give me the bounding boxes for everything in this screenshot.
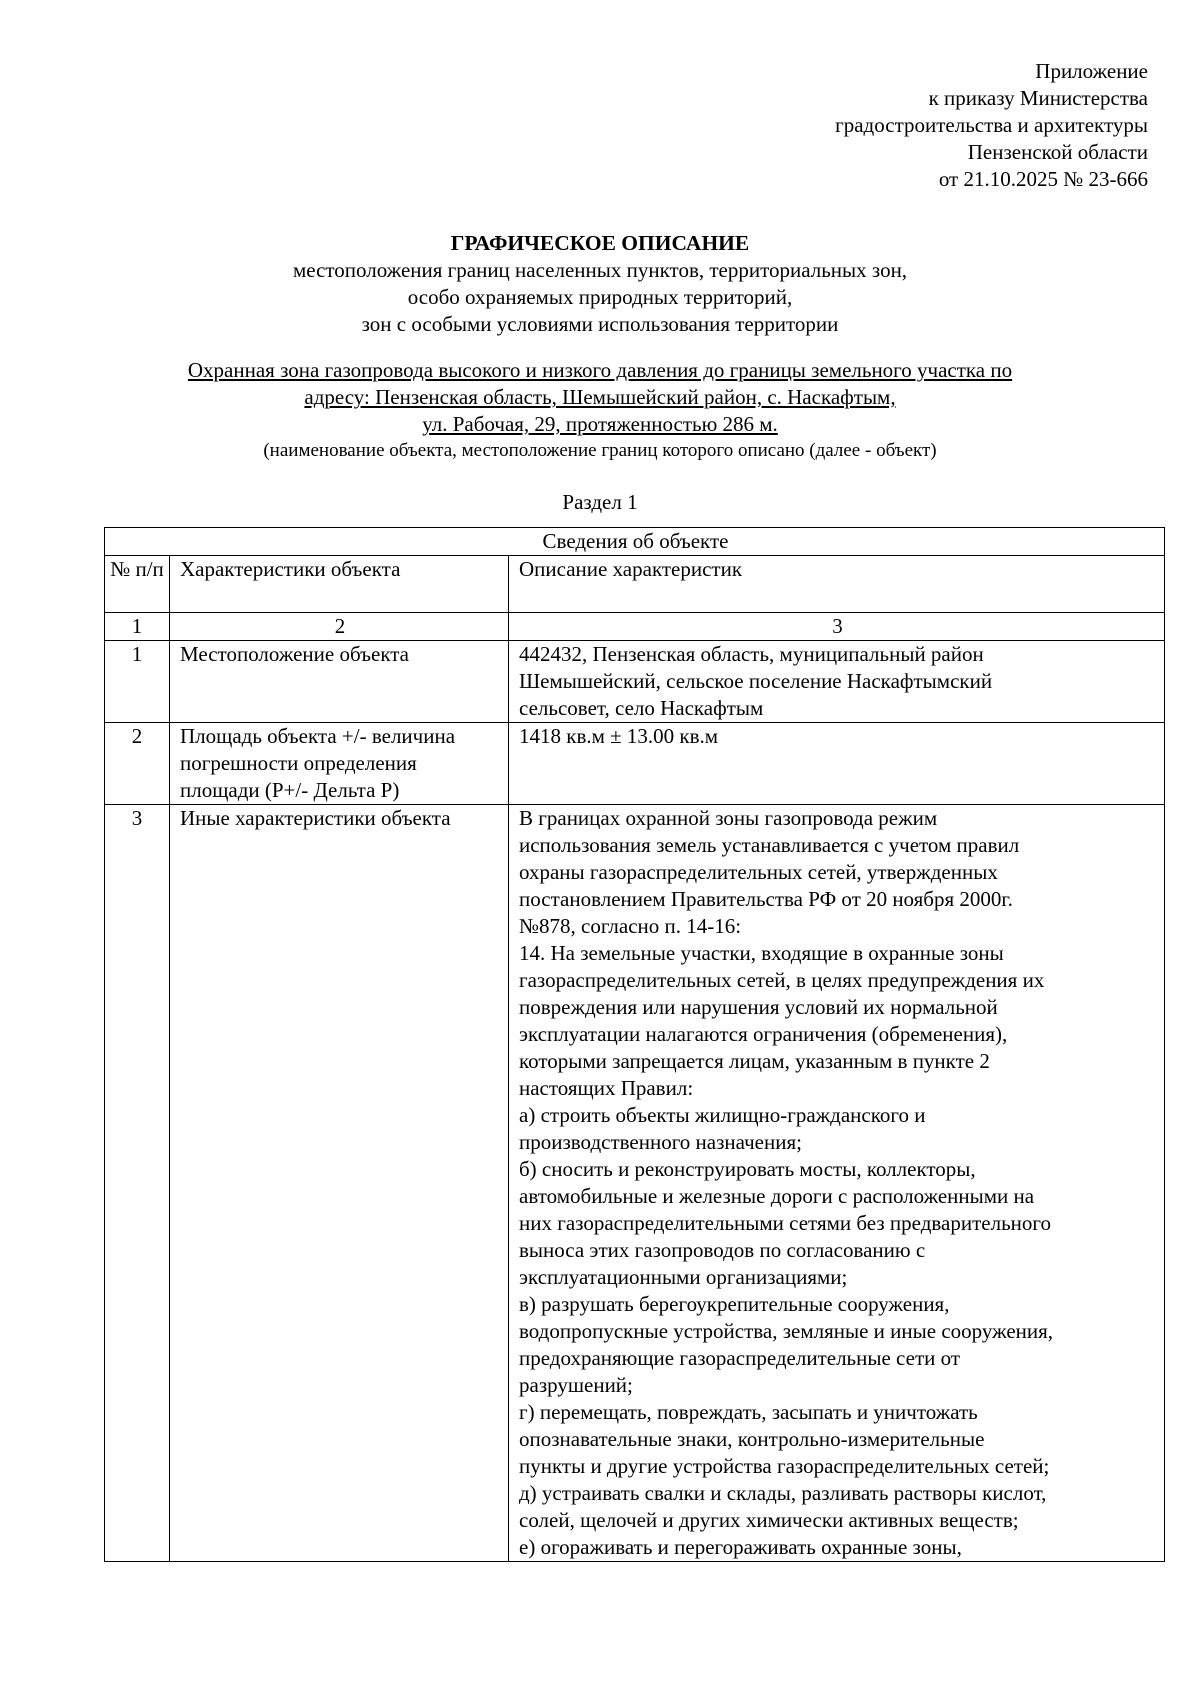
document-title-block: [100, 230, 1100, 338]
description-line: е) огораживать и перегораживать охранные зоны,: [519, 1535, 962, 1559]
table-row: [105, 641, 1165, 723]
object-name-block: [100, 357, 1100, 463]
description-line: 442432, Пензенская область, муниципальный район: [519, 642, 984, 666]
row-characteristic: Местоположение объекта: [170, 641, 509, 723]
characteristic-line: Площадь объекта +/- величина: [180, 724, 456, 748]
description-line: водопропускные устройства, земляные и иные сооружения,: [519, 1319, 1054, 1343]
table-caption: Сведения об объекте: [105, 528, 1165, 556]
row-characteristic: Иные характеристики объекта: [170, 805, 509, 1562]
description-line: которыми запрещается лицам, указанным в пункте 2: [519, 1049, 990, 1073]
description-line: в) разрушать берегоукрепительные сооружения,: [519, 1292, 950, 1316]
description-line: эксплуатационными организациями;: [519, 1265, 848, 1289]
header-description: Описание характеристик: [509, 556, 1165, 613]
description-line: солей, щелочей и других химически активных веществ;: [519, 1508, 1019, 1532]
section-heading: Раздел 1: [562, 490, 638, 514]
description-line: сельсовет, село Наскафтым: [519, 696, 764, 720]
document-subtitle-line: местоположения границ населенных пунктов, территориальных зон,: [292, 258, 908, 282]
characteristic-line: погрешности определения: [180, 751, 417, 775]
row-number: 3: [105, 805, 170, 1562]
description-line: эксплуатации налагаются ограничения (обременения),: [519, 1022, 1008, 1046]
description-line: №878, согласно п. 14-16:: [519, 914, 742, 938]
header-number: № п/п: [105, 556, 170, 613]
object-name-line: Охранная зона газопровода высокого и низкого давления до границы земельного участка по: [187, 358, 1013, 382]
appendix-line: Приложение: [1035, 59, 1148, 83]
description-line: В границах охранной зоны газопровода режим: [519, 806, 938, 830]
description-line: предохраняющие газораспределительные сети от: [519, 1346, 961, 1370]
description-line: охраны газораспределительных сетей, утвержденных: [519, 860, 998, 884]
object-name-line: адресу: Пензенская область, Шемышейский район, с. Наскафтым,: [304, 385, 896, 409]
description-line: пункты и другие устройства газораспределительных сетей;: [519, 1454, 1050, 1478]
row-number: 1: [105, 641, 170, 723]
document-subtitle-line: зон с особыми условиями использования территории: [361, 312, 839, 336]
description-line: а) строить объекты жилищно-гражданского и: [519, 1103, 926, 1127]
row-characteristic: [170, 723, 509, 805]
description-line: газораспределительных сетей, в целях предупреждения их: [519, 968, 1045, 992]
description-line: 14. На земельные участки, входящие в охранные зоны: [519, 941, 1004, 965]
description-line: б) сносить и реконструировать мосты, коллекторы,: [519, 1157, 976, 1181]
table-header-row: [105, 556, 1165, 613]
column-number: 1: [105, 613, 170, 641]
document-subtitle-line: особо охраняемых природных территорий,: [407, 285, 793, 309]
row-number: 2: [105, 723, 170, 805]
description-line: постановлением Правительства РФ от 20 ноября 2000г.: [519, 887, 1013, 911]
description-line: Шемышейский, сельское поселение Наскафтымский: [519, 669, 993, 693]
row-description: [509, 805, 1165, 1562]
description-line: г) перемещать, повреждать, засыпать и уничтожать: [519, 1400, 978, 1424]
document-title: ГРАФИЧЕСКОЕ ОПИСАНИЕ: [450, 231, 750, 255]
description-line: 1418 кв.м ± 13.00 кв.м: [519, 724, 719, 748]
appendix-header: [835, 58, 1148, 193]
appendix-line: к приказу Министерства: [928, 86, 1148, 110]
description-line: выноса этих газопроводов по согласованию с: [519, 1238, 926, 1262]
appendix-line: градостроительства и архитектуры: [835, 113, 1148, 137]
characteristic-line: площади (Р+/- Дельта Р): [180, 778, 400, 802]
description-line: опознавательные знаки, контрольно-измерительные: [519, 1427, 985, 1451]
description-line: повреждения или нарушения условий их нормальной: [519, 995, 998, 1019]
column-number: 2: [170, 613, 509, 641]
table-row: [105, 805, 1165, 1562]
appendix-date-number: от 21.10.2025 № 23-666: [938, 167, 1148, 191]
header-characteristic: Характеристики объекта: [170, 556, 509, 613]
description-line: разрушений;: [519, 1373, 633, 1397]
description-line: д) устраивать свалки и склады, разливать растворы кислот,: [519, 1481, 1047, 1505]
description-line: них газораспределительными сетями без предварительного: [519, 1211, 1051, 1235]
row-description: [509, 723, 1165, 805]
appendix-line: Пензенской области: [967, 140, 1148, 164]
object-info-table: [104, 527, 1165, 1562]
description-line: производственного назначения;: [519, 1130, 802, 1154]
object-name-line: ул. Рабочая, 29, протяженностью 286 м.: [422, 412, 778, 436]
row-description: [509, 641, 1165, 723]
description-line: использования земель устанавливается с учетом правил: [519, 833, 1020, 857]
table-column-numbers-row: [105, 613, 1165, 641]
table-row: [105, 723, 1165, 805]
description-line: автомобильные и железные дороги с расположенными на: [519, 1184, 1035, 1208]
description-line: настоящих Правил:: [519, 1076, 694, 1100]
object-name-caption: (наименование объекта, местоположение границ которого описано (далее - объект): [263, 440, 937, 461]
column-number: 3: [509, 613, 1165, 641]
